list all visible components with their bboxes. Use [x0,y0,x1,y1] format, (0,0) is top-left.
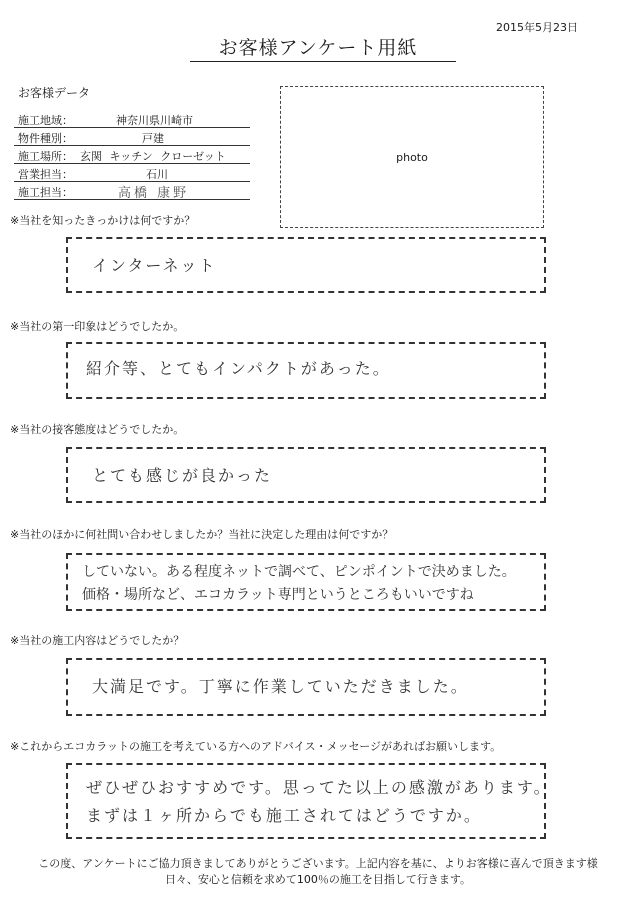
closing-message-line-1: この度、アンケートにご協力頂きましてありがとうございます。上記内容を基に、よりお客様に喜んで頂きます様 [38,857,598,870]
answer-4-line-2: 価格・場所など、エコカラット専門というところもいいですね [82,587,474,603]
answer-box-4 [66,553,546,611]
answer-6-line-2: まずは１ヶ所からでも施工されてはどうですか。 [86,806,482,825]
question-2: ※当社の第一印象はどうでしたか。 [10,320,185,333]
answer-box-6 [66,763,552,839]
customer-row-label: 施工場所： [18,150,73,163]
question-1: ※当社を知ったきっかけは何ですか？ [10,214,196,227]
customer-data-table [14,110,250,200]
customer-row-value: 戸建 [142,132,164,145]
closing-message [0,856,636,888]
answer-box-3 [66,447,546,503]
page-title: お客様アンケート用紙 [218,37,418,59]
customer-row-label: 物件種別： [18,132,73,145]
customer-row-label: 営業担当： [18,168,73,181]
customer-row-label: 施工担当： [18,186,73,199]
closing-message-line-2: 日々、安心と信頼を求めて100％の施工を目指して行きます。 [164,873,472,886]
customer-data-heading: お客様データ [18,86,91,100]
customer-row-area [14,110,250,128]
answer-2-line-1: 紹介等、とてもインパクトがあった。 [86,359,391,378]
customer-row-value: 玄関 キッチン クローゼット [80,150,226,163]
survey-date: 2015年5月23日 [496,21,578,34]
question-5: ※当社の施工内容はどうでしたか？ [10,634,185,647]
photo-placeholder [280,86,544,228]
answer-6-line-1: ぜひぜひおすすめです。思ってた以上の感激があります。 [86,778,552,797]
question-3: ※当社の接客態度はどうでしたか。 [10,423,185,436]
answer-box-5 [66,658,546,716]
customer-row-installer [14,182,250,200]
customer-row-property-type [14,128,250,146]
customer-row-location [14,146,250,164]
answer-4-line-1: していない。ある程度ネットで調べて、ピンポイントで決めました。 [82,564,516,580]
customer-row-label: 施工地域： [18,114,73,127]
customer-row-sales [14,164,250,182]
answer-box-1 [66,237,546,293]
title-underline [190,61,456,62]
customer-row-value: 神奈川県川崎市 [116,114,193,127]
answer-box-2 [66,342,546,399]
question-6: ※これからエコカラットの施工を考えている方へのアドバイス・メッセージがあればお願いします。 [10,740,502,753]
customer-row-value: 石川 [146,168,168,181]
answer-5-line-1: 大満足です。丁寧に作業していただきました。 [92,677,469,696]
question-4: ※当社のほかに何社問い合わせしましたか？当社に決定した理由は何ですか？ [10,528,394,541]
customer-row-value: 高橋 康野 [118,186,190,201]
answer-3-line-1: とても感じが良かった [92,466,273,485]
photo-label: photo [396,151,428,164]
answer-1-line-1: インターネット [92,256,217,275]
